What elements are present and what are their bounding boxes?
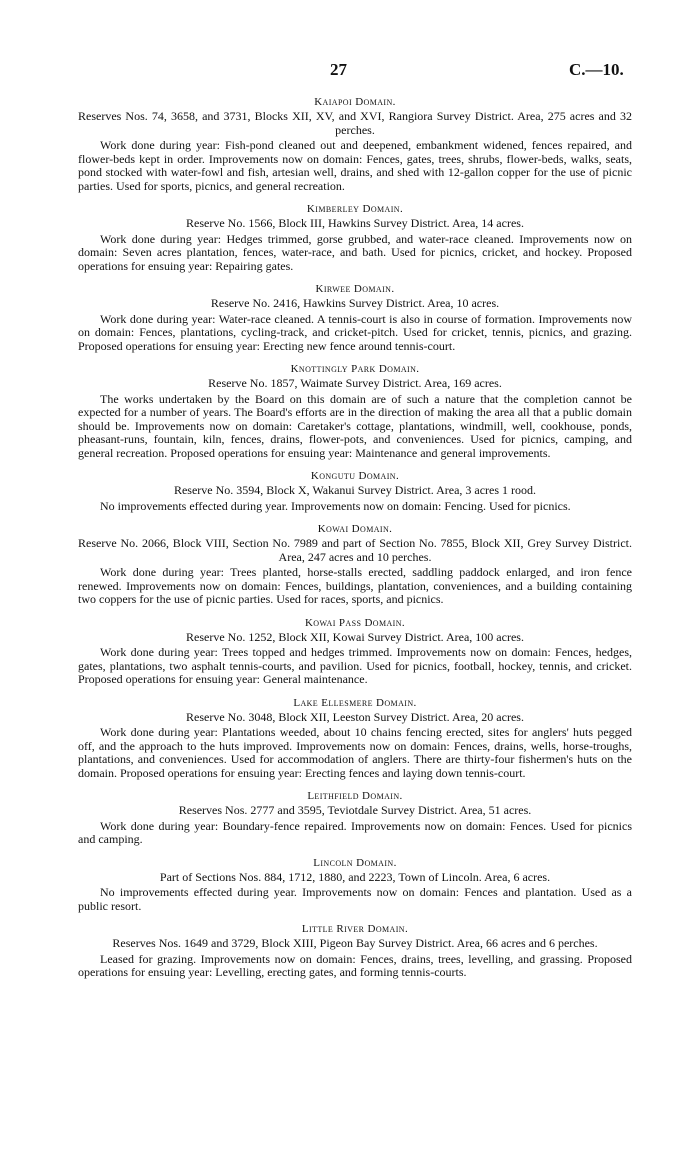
section-title: Kowai Pass Domain. — [304, 616, 406, 629]
section-title: Kongutu Domain. — [310, 470, 400, 482]
domain-section-kimberley — [78, 202, 632, 273]
section-description: Reserve No. 3048, Block XII, Leeston Survey District. Area, 20 acres. — [186, 709, 524, 724]
section-description: Reserve No. 2066, Block VIII, Section No. 7989 and part of Section No. 7855, Block XII, Grey Survey District. Area, 247 acres and 10 perches. — [78, 536, 632, 564]
section-title: Leithfield Domain. — [307, 790, 403, 802]
section-description: Reserve No. 2416, Hawkins Survey District. Area, 10 acres. — [210, 296, 500, 310]
section-description: Reserve No. 3594, Block X, Wakanui Survey District. Area, 3 acres 1 rood. — [173, 483, 537, 497]
page-header — [0, 60, 700, 82]
section-title: Kowai Domain. — [317, 523, 393, 535]
document-reference: C.—10. — [569, 60, 624, 79]
section-body: Work done during year: Hedges trimmed, gorse grubbed, and water-race cleaned. Improvements now on domain: Seven acres plantation, fences, water-race, and bath. Used for picnics, cricket, and hockey. Proposed operations for ensuing year: Repairing gates. — [78, 231, 632, 273]
domain-section-lake-ellesmere — [78, 696, 632, 781]
domain-section-leithfield — [78, 789, 632, 847]
section-body: Work done during year: Boundary-fence repaired. Improvements now on domain: Fences. Used for picnics and camping. — [78, 818, 632, 846]
section-title: Little River Domain. — [301, 923, 409, 935]
section-body: Work done during year: Trees topped and hedges trimmed. Improvements now on domain: Fences, hedges, gates, plantations, two asphalt tennis-courts, and pavilion. Used for picnics, football, hockey, tennis, and cricket. Proposed operations for ensuing year: General maintenance. — [78, 645, 632, 686]
domain-section-kaiapoi — [78, 95, 632, 193]
domain-section-konगutu — [78, 469, 632, 513]
section-body: The works undertaken by the Board on this domain are of such a nature that the completion cannot be expected for a number of years. The Board's efforts are in the direction of making the area all that a public domain should be. Improvements now on domain: Caretaker's cottage, plantations, windmill, well, cookhouse, ponds, pheasant-runs, fountain, kiln, fences, drains, flower-pots, and conveniences. Used for picnics, camping, and general recreation. Proposed operations for ensuing year: Maintenance and general improvements. — [78, 391, 632, 460]
section-body: No improvements effected during year. Improvements now on domain: Fencing. Used for picnics. — [100, 498, 571, 513]
section-body: Leased for grazing. Improvements now on domain: Fences, drains, trees, levelling, and grassing. Proposed operations for ensuing year: Levelling, erecting gates, and forming tennis-courts. — [78, 951, 632, 979]
domain-section-kirwee — [78, 282, 632, 353]
section-title: Lake Ellesmere Domain. — [293, 696, 417, 709]
section-body: Work done during year: Plantations weeded, about 10 chains fencing erected, sites for anglers' huts pegged off, and the approach to the huts improved. Improvements now on domain: Fences, drains, wells, horse-troughs, plantations, and conveniences. Used for accommodation of anglers. There are thirty-four fishermen's huts on the domain. Proposed operations for ensuing year: Erecting fences and laying down tennis-court. — [78, 725, 632, 780]
section-title: Lincoln Domain. — [313, 856, 397, 869]
section-body: Work done during year: Trees planted, horse-stalls erected, saddling paddock enlarged, and iron fence renewed. Improvements now on domain: Fences, buildings, plantation, conveniences, and a building containing two coppers for the use of picnic parties. Used for races, sports, and picnics. — [78, 565, 632, 606]
section-title: Kaiapoi Domain. — [314, 96, 396, 108]
section-description: Reserves Nos. 2777 and 3595, Teviotdale Survey District. Area, 51 acres. — [178, 803, 532, 817]
domain-section-knottingly-park — [78, 362, 632, 460]
domain-section-kowai-pass — [78, 616, 632, 687]
section-description: Reserve No. 1566, Block III, Hawkins Survey District. Area, 14 acres. — [186, 216, 524, 230]
section-body: Work done during year: Water-race cleaned. A tennis-court is also in course of formation. Improvements now on domain: Fences, plantations, cycling-track, and cricket-pitch. Used for cricket, tennis, picnics, and grazing. Proposed operations for ensuing year: Erecting new fence around tennis-court. — [78, 311, 632, 353]
domain-section-kowai — [78, 522, 632, 607]
section-description: Part of Sections Nos. 884, 1712, 1880, and 2223, Town of Lincoln. Area, 6 acres. — [159, 869, 551, 884]
domain-list — [78, 95, 632, 980]
section-title: Knottingly Park Domain. — [290, 363, 420, 375]
domain-section-little-river — [78, 922, 632, 980]
section-title: Kirwee Domain. — [315, 283, 395, 295]
section-body: Work done during year: Fish-pond cleaned out and deepened, embankment widened, fences repaired, and flower-beds kept in order. Improvements now on domain: Fences, gates, trees, shrubs, flower-beds, walks, seats, pond stocked with water-fowl and fish, artesian well, drains, and shed with 12-gallon copper for the use of picnic parties. Used for sports, picnics, and general recreation. — [78, 138, 632, 193]
section-body: No improvements effected during year. Improvements now on domain: Fences and plantation. Used as a public resort. — [78, 885, 632, 913]
page-number: 27 — [330, 60, 347, 79]
section-title: Kimberley Domain. — [306, 203, 404, 215]
section-description: Reserve No. 1857, Waimate Survey District. Area, 169 acres. — [208, 376, 502, 390]
section-description: Reserves Nos. 1649 and 3729, Block XIII, Pigeon Bay Survey District. Area, 66 acres and 6 perches. — [112, 936, 598, 950]
section-description: Reserves Nos. 74, 3658, and 3731, Blocks XII, XV, and XVI, Rangiora Survey District. Area, 275 acres and 32 perches. — [78, 109, 632, 137]
section-description: Reserve No. 1252, Block XII, Kowai Survey District. Area, 100 acres. — [186, 629, 524, 644]
domain-section-lincoln — [78, 856, 632, 914]
